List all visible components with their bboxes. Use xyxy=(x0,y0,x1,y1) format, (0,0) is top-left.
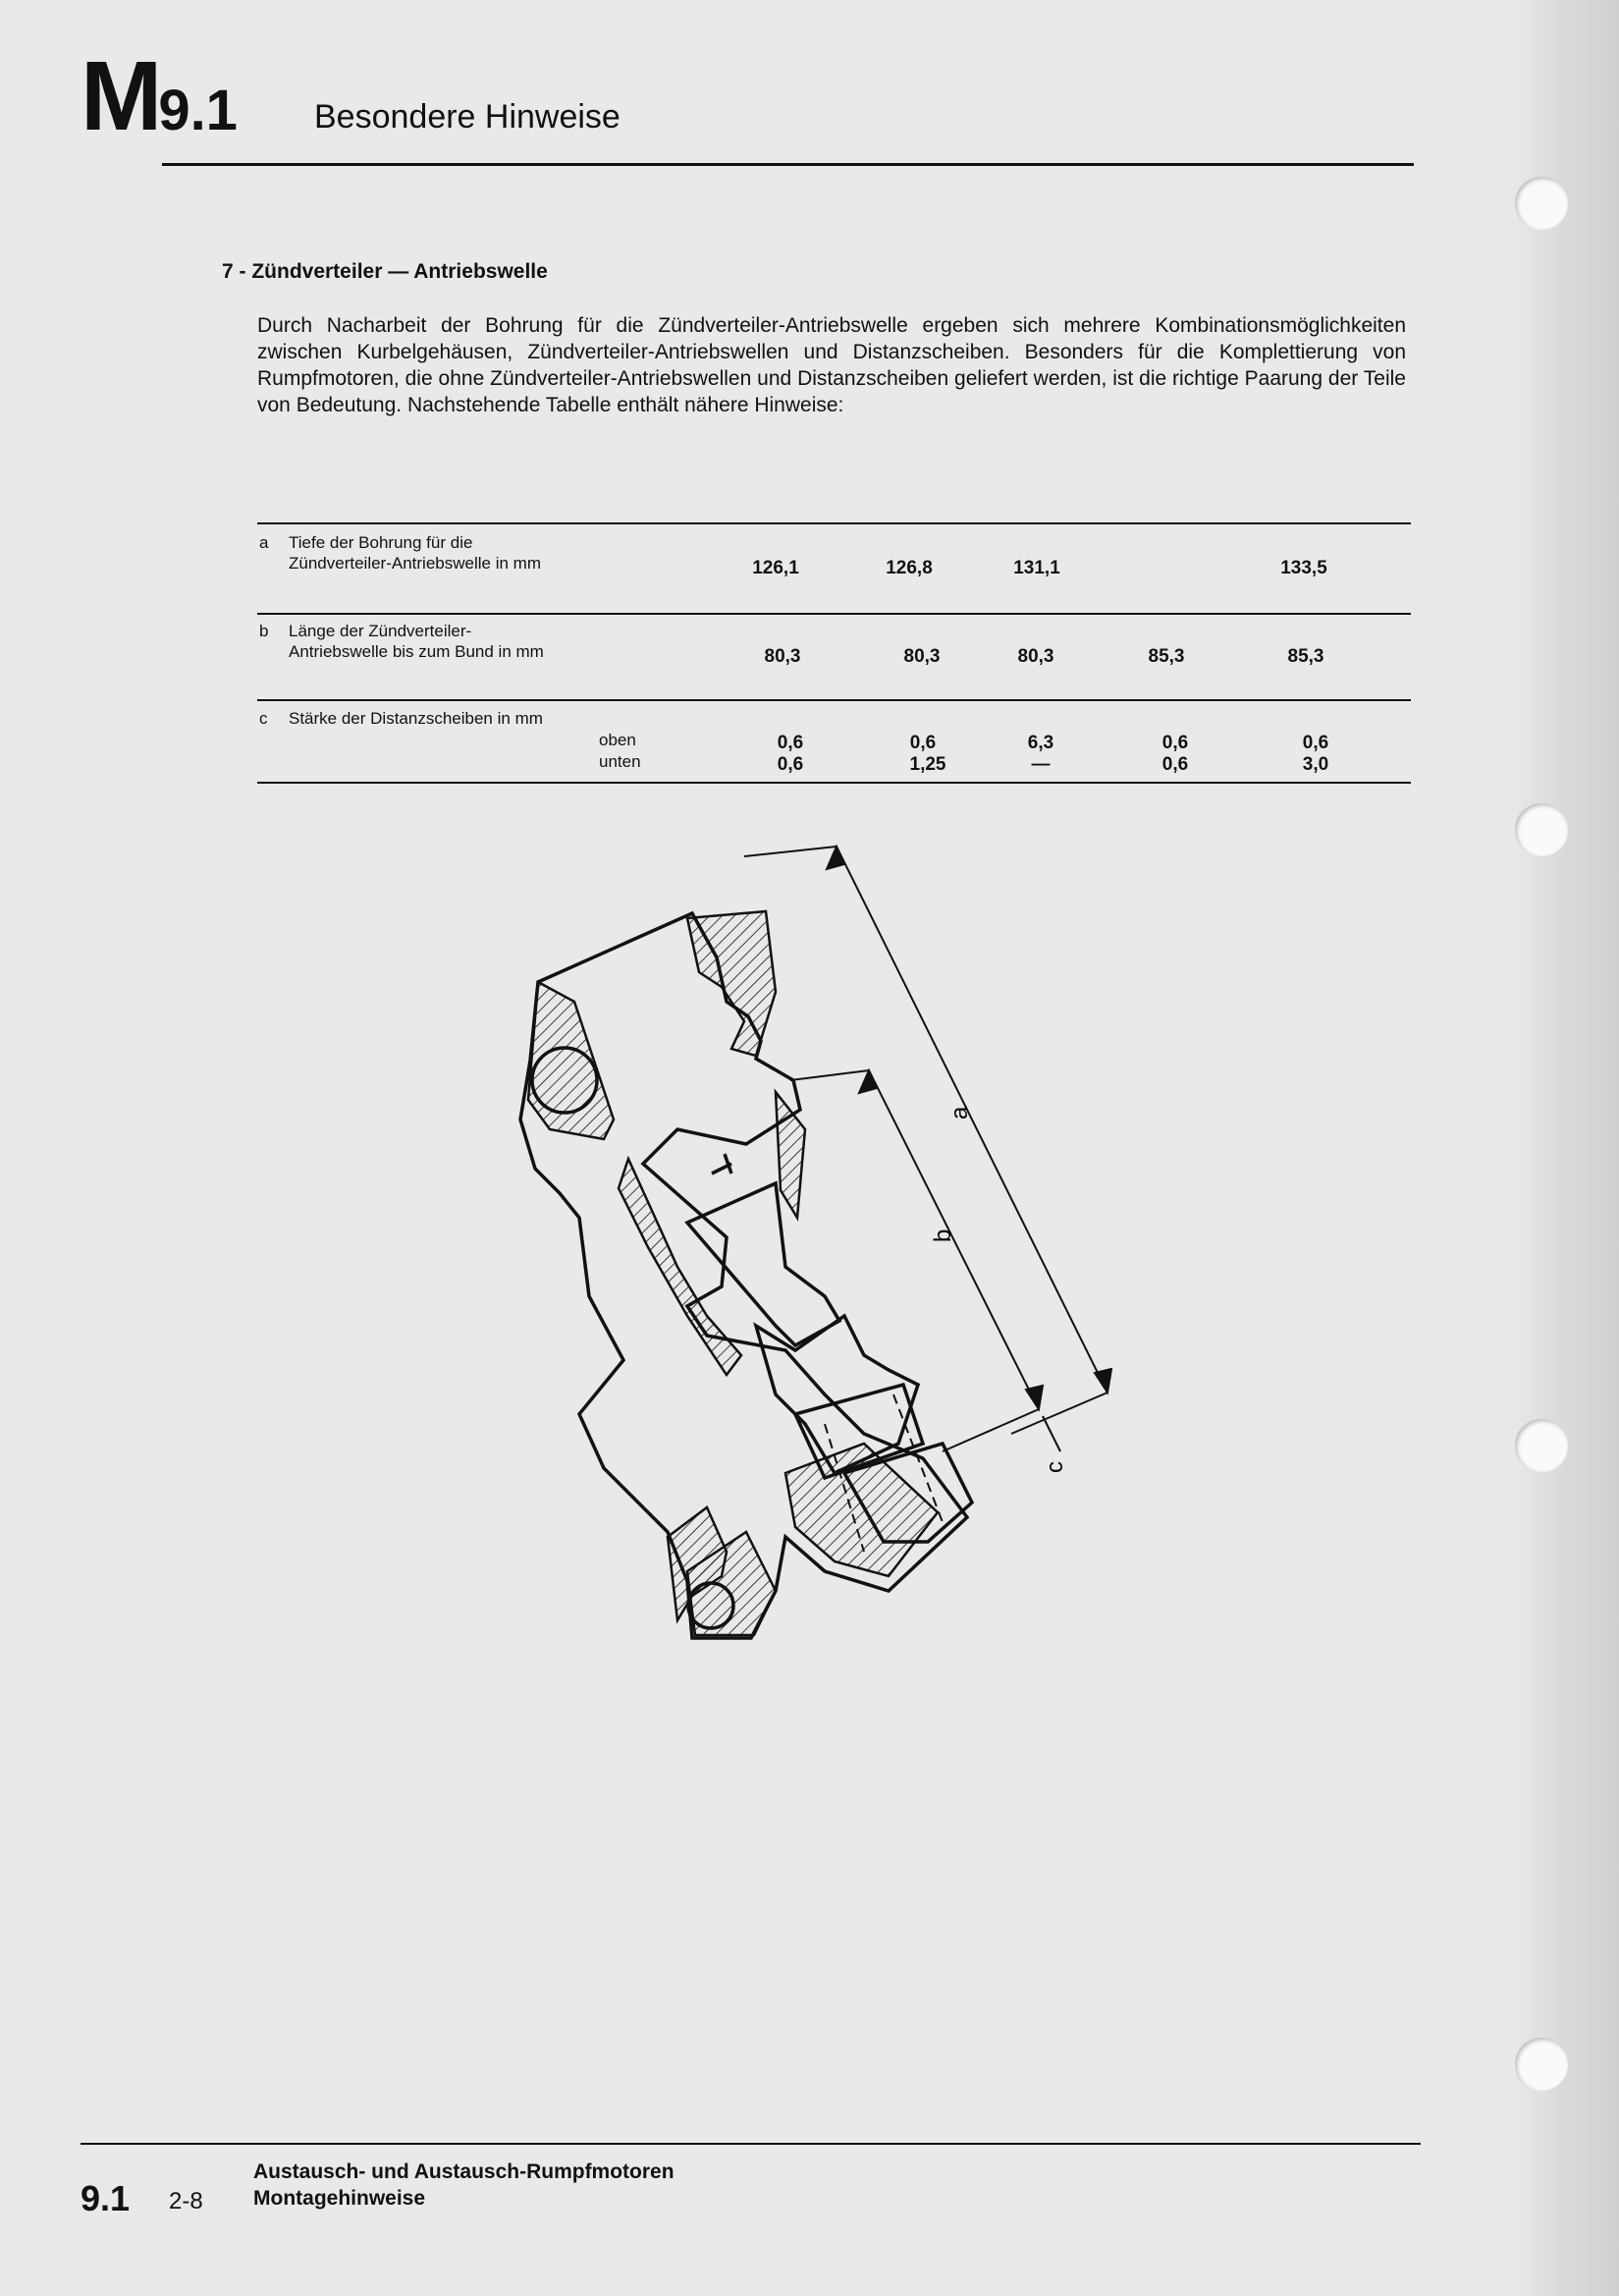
section-title: 7 - Zündverteiler — Antriebswelle xyxy=(222,260,548,283)
row-b-value: 85,3 xyxy=(1287,646,1324,667)
chapter-number: 9.1 xyxy=(158,79,238,142)
dimension-arrow xyxy=(1095,1369,1111,1393)
row-c-oben-value: 0,6 xyxy=(1302,733,1329,753)
row-b-value: 85,3 xyxy=(1148,646,1185,667)
dimension-arrow xyxy=(827,847,844,869)
row-c-oben-value: 0,6 xyxy=(909,733,937,753)
footer-section-number: 9.1 xyxy=(81,2178,131,2218)
row-a-value: 126,8 xyxy=(886,558,933,578)
dimension-arrow xyxy=(859,1070,877,1093)
row-a-value: 126,1 xyxy=(752,558,799,578)
row-b-value: 80,3 xyxy=(1017,646,1054,667)
dimension-arrow xyxy=(1026,1386,1043,1409)
row-key-b: b xyxy=(259,622,269,640)
footer-page-number: 2-8 xyxy=(169,2188,203,2214)
row-c-oben-value: 0,6 xyxy=(777,733,804,753)
dimension-label-b: b xyxy=(930,1229,956,1242)
row-key-a: a xyxy=(259,533,269,552)
row-label-b-line1: Länge der Zündverteiler- xyxy=(289,622,472,640)
row-c-oben-value: 6,3 xyxy=(1027,733,1054,753)
row-label-b-line2: Antriebswelle bis zum Bund in mm xyxy=(289,642,544,661)
section-paragraph: Durch Nacharbeit der Bohrung für die Zündverteiler-Antriebswelle ergeben sich mehrere Kombinationsmöglichkeiten zwischen Kurbelgehäusen, Zündverteiler-Antriebswellen und Distanzscheiben. Besonders für die Komplettierung von Rumpfmotoren, die ohne Zündverteiler-Antriebswellen und Distanzscheiben geliefert werden, ist die richtige Paarung der Teile von Bedeutung. Nachstehende Tabelle enthält nähere Hinweise: xyxy=(257,314,1406,416)
page-title: Besondere Hinweise xyxy=(314,98,621,136)
row-c-unten-value: — xyxy=(1031,754,1051,775)
chapter-letter: M xyxy=(81,41,159,151)
row-label-a-line1: Tiefe der Bohrung für die xyxy=(289,533,473,552)
row-key-c: c xyxy=(259,709,268,728)
row-label-a-line2: Zündverteiler-Antriebswelle in mm xyxy=(289,554,541,573)
row-b-value: 80,3 xyxy=(764,646,801,667)
row-label-c-oben: oben xyxy=(599,731,636,749)
row-a-value: 131,1 xyxy=(1013,558,1060,578)
row-c-unten-value: 3,0 xyxy=(1302,754,1329,775)
row-c-unten-value: 0,6 xyxy=(1161,754,1189,775)
footer-divider xyxy=(81,2143,1421,2145)
row-label-c: Stärke der Distanzscheiben in mm xyxy=(289,709,543,728)
row-c-unten-value: 0,6 xyxy=(777,754,804,775)
footer-title-line2: Montagehinweise xyxy=(253,2187,426,2210)
dimension-label-c: c xyxy=(1042,1461,1068,1473)
row-c-oben-value: 0,6 xyxy=(1161,733,1189,753)
row-label-c-unten: unten xyxy=(599,752,641,771)
row-a-value: 133,5 xyxy=(1280,558,1327,578)
row-c-unten-value: 1,25 xyxy=(909,754,946,775)
row-b-value: 80,3 xyxy=(903,646,941,667)
dimension-label-a: a xyxy=(946,1106,973,1120)
footer-title-line1: Austausch- und Austausch-Rumpfmotoren xyxy=(253,2160,675,2183)
